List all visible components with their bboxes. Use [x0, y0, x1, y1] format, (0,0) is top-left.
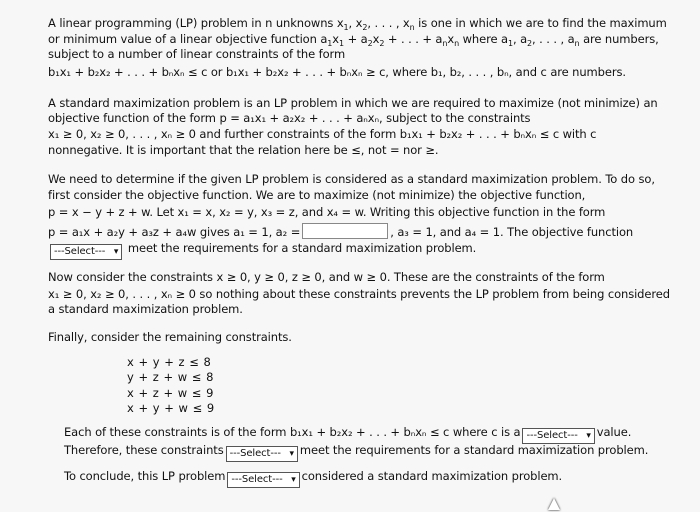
standard-line-1: A standard maximization problem is an LP problem in which we are required to maximize (not minimize) an	[48, 96, 658, 110]
nonneg-line-3: a standard maximization problem.	[48, 302, 243, 316]
mouse-pointer-icon	[548, 498, 560, 510]
a2-answer-input[interactable]	[302, 223, 388, 239]
objective-line-3: p = x − y + z + w. Let x₁ = x, x₂ = y, x₃ = z, and x₄ = w. Writing this objective function in the form	[48, 205, 606, 219]
chevron-down-icon: ▾	[289, 449, 294, 459]
conclusion-line: To conclude, this LP problem ---Select--- ▾ considered a standard maximization problem.	[64, 469, 562, 488]
nonneg-line-2: x₁ ≥ 0, x₂ ≥ 0, . . . , xₙ ≥ 0 so nothing about these constraints prevents the LP problem from being considered	[48, 287, 670, 301]
nonneg-line-1: Now consider the constraints x ≥ 0, y ≥ 0, z ≥ 0, and w ≥ 0. These are the constraints of the form	[48, 270, 605, 284]
intro-line-4: b₁x₁ + b₂x₂ + . . . + bₙxₙ ≤ c or b₁x₁ + b₂x₂ + . . . + bₙxₙ ≥ c, where b₁, b₂, . . . , bₙ, and c are numbers.	[48, 65, 626, 79]
chevron-down-icon: ▾	[586, 431, 591, 441]
constraints-meet-select[interactable]: ---Select--- ▾	[226, 446, 298, 462]
intro-line-3: subject to a number of linear constraints of the form	[48, 47, 346, 61]
therefore-line: Therefore, these constraints ---Select--- ▾ meet the requirements for a standard maximization problem.	[64, 443, 648, 462]
standard-line-3: x₁ ≥ 0, x₂ ≥ 0, . . . , xₙ ≥ 0 and further constraints of the form b₁x₁ + b₂x₂ + . . . + bₙxₙ ≤ c with c	[48, 127, 597, 141]
objective-line-4: p = a₁x + a₂y + a₃z + a₄w gives a₁ = 1, a₂ = , a₃ = 1, and a₄ = 1. The objective function	[48, 225, 634, 239]
constraint-3: x + z + w ≤ 9	[127, 386, 214, 400]
standard-line-2: objective function of the form p = a₁x₁ + a₂x₂ + . . . + aₙxₙ, subject to the constraints	[48, 111, 531, 125]
objective-line-5: ---Select--- ▾ meet the requirements for a standard maximization problem.	[48, 241, 476, 260]
intro-line-1: A linear programming (LP) problem in n unknowns $x_1$, $x_2$, . . . , $x_n$ is one in which we are to find the maximum	[48, 16, 667, 32]
chevron-down-icon: ▾	[291, 475, 296, 485]
constraint-2: y + z + w ≤ 8	[127, 370, 214, 384]
constraint-4: x + y + w ≤ 9	[127, 401, 215, 415]
objective-line-1: We need to determine if the given LP problem is considered as a standard maximization problem. To do so,	[48, 172, 655, 186]
c-value-select[interactable]: ---Select--- ▾	[522, 428, 594, 444]
remaining-heading: Finally, consider the remaining constraints.	[48, 330, 292, 344]
each-constraint-line: Each of these constraints is of the form b₁x₁ + b₂x₂ + . . . + bₙxₙ ≤ c where c is a ---Select--- ▾ value.	[64, 425, 631, 444]
intro-line-2: or minimum value of a linear objective function $a_1x_1 + a_2x_2$ + . . . + $a_nx_n$ where $a_1$, $a_2$, . . . , $a_n$ are numbers,	[48, 32, 659, 48]
conclusion-select[interactable]: ---Select--- ▾	[227, 472, 299, 488]
objective-line-2: first consider the objective function. We are to maximize (not minimize) the objective function,	[48, 188, 586, 202]
chevron-down-icon: ▾	[113, 247, 119, 257]
standard-line-4: nonnegative. It is important that the relation here be ≤, not = nor ≥.	[48, 143, 439, 157]
objective-meets-select[interactable]: ---Select--- ▾	[50, 244, 122, 260]
constraint-1: x + y + z ≤ 8	[127, 355, 212, 369]
